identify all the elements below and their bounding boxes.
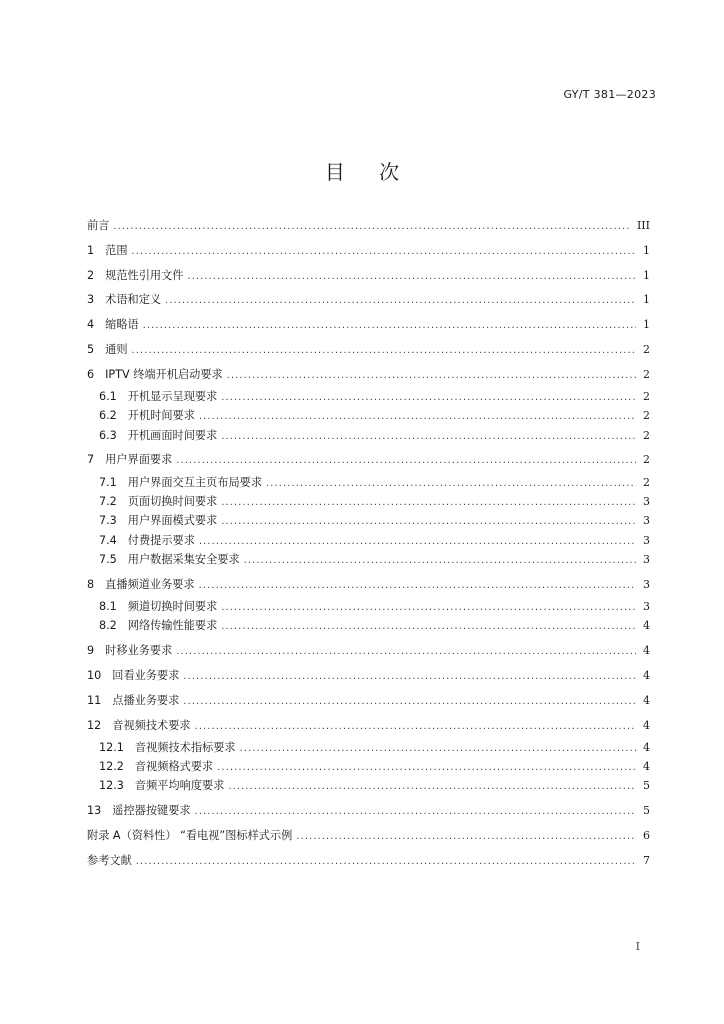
toc-entry-page: 2	[643, 475, 650, 489]
toc-entry-number: 12.1	[99, 740, 124, 754]
toc-entry-page: 1	[643, 268, 650, 282]
toc-entry-title: IPTV 终端开机启动要求	[105, 367, 223, 381]
toc-entry-page: 2	[643, 342, 650, 356]
toc-entry[interactable]	[87, 266, 650, 285]
toc-entry-page: 6	[643, 829, 650, 843]
toc-entry-page: 4	[643, 619, 650, 633]
toc-leader-dots	[240, 739, 636, 758]
toc-leader-dots	[221, 617, 636, 636]
toc-entry-page: 5	[643, 804, 650, 818]
toc-entry-number: 8.1	[99, 600, 117, 614]
toc-entry-page: 1	[643, 318, 650, 332]
toc-entry[interactable]	[87, 511, 650, 530]
toc-leader-dots	[143, 316, 636, 335]
toc-entry-number: 8.2	[99, 619, 117, 633]
toc-entry-title: 音视频技术要求	[112, 718, 191, 732]
toc-entry-title: 回看业务要求	[112, 668, 180, 682]
toc-leader-dots	[195, 802, 636, 821]
toc-entry[interactable]	[87, 776, 650, 795]
toc-entry-title: 开机显示呈现要求	[127, 390, 218, 404]
toc-entry[interactable]	[87, 826, 650, 845]
toc-entry[interactable]	[87, 365, 650, 384]
toc-entry-number: 7.3	[99, 514, 117, 528]
toc-entry-title: 点播业务要求	[112, 693, 180, 707]
toc-leader-dots	[183, 692, 636, 711]
toc-entry-title: 缩略语	[105, 318, 139, 332]
toc-entry-page: 4	[643, 740, 650, 754]
toc-entry[interactable]	[87, 315, 650, 334]
toc-entry[interactable]	[87, 616, 650, 635]
table-of-contents	[87, 216, 650, 870]
page-number: I	[635, 940, 640, 953]
toc-entry-number: 4	[87, 318, 95, 332]
toc-entry-number: 10	[87, 668, 102, 682]
toc-leader-dots	[266, 474, 636, 493]
toc-entry-page: 3	[643, 533, 650, 547]
toc-leader-dots	[199, 532, 636, 551]
toc-entry-number: 7.1	[99, 475, 117, 489]
toc-entry-number: 1	[87, 243, 95, 257]
toc-entry-title: 遥控器按键要求	[112, 804, 191, 818]
toc-entry[interactable]	[87, 216, 650, 235]
toc-entry[interactable]	[87, 290, 650, 309]
toc-leader-dots	[221, 427, 636, 446]
toc-leader-dots	[132, 341, 636, 360]
toc-entry-title: 页面切换时间要求	[127, 495, 218, 509]
toc-entry-title: 术语和定义	[105, 293, 162, 307]
toc-leader-dots	[244, 551, 636, 570]
toc-leader-dots	[296, 827, 636, 846]
toc-entry-number: 12	[87, 718, 102, 732]
toc-entry-number: 6.2	[99, 409, 117, 423]
toc-entry-page: 4	[643, 693, 650, 707]
toc-entry-title: 频道切换时间要求	[127, 600, 218, 614]
toc-entry[interactable]	[87, 738, 650, 757]
toc-entry-number: 11	[87, 693, 102, 707]
toc-entry-number: 6.1	[99, 390, 117, 404]
toc-entry-number: 6	[87, 367, 95, 381]
toc-entry-page: 7	[643, 853, 650, 867]
toc-entry-number: 9	[87, 644, 95, 658]
toc-leader-dots	[165, 291, 636, 310]
toc-entry-title: 通则	[105, 342, 128, 356]
toc-entry-number: 8	[87, 577, 95, 591]
toc-entry-number: 6.3	[99, 428, 117, 442]
toc-entry-title: 用户界面要求	[105, 453, 173, 467]
toc-leader-dots	[176, 642, 636, 661]
toc-entry[interactable]	[87, 531, 650, 550]
toc-leader-dots	[199, 407, 636, 426]
toc-entry[interactable]	[87, 340, 650, 359]
toc-entry-page: 4	[643, 718, 650, 732]
toc-entry-title: 范围	[105, 243, 128, 257]
toc-entry-title: 付费提示要求	[127, 533, 195, 547]
toc-entry[interactable]	[87, 757, 650, 776]
toc-entry-number: 13	[87, 804, 102, 818]
toc-entry[interactable]	[87, 801, 650, 820]
toc-entry-number: 2	[87, 268, 95, 282]
toc-entry-title: 开机画面时间要求	[127, 428, 218, 442]
toc-entry[interactable]	[87, 666, 650, 685]
toc-entry-page: 2	[643, 453, 650, 467]
toc-entry-page: 3	[643, 577, 650, 591]
toc-leader-dots	[228, 777, 636, 796]
toc-entry-title: 参考文献	[87, 853, 132, 867]
toc-entry-number: 12.2	[99, 760, 124, 774]
toc-entry-number: 12.3	[99, 779, 124, 793]
toc-entry-page: 1	[643, 293, 650, 307]
toc-entry-title: 附录 A（资料性） “看电视”图标样式示例	[87, 829, 293, 843]
toc-leader-dots	[183, 667, 636, 686]
toc-entry[interactable]	[87, 473, 650, 492]
toc-entry[interactable]	[87, 597, 650, 616]
toc-entry-number: 7.4	[99, 533, 117, 547]
toc-entry-page: 2	[643, 367, 650, 381]
toc-entry-page: 3	[643, 600, 650, 614]
toc-entry-page: 4	[643, 760, 650, 774]
toc-entry[interactable]	[87, 450, 650, 469]
toc-entry-page: III	[636, 219, 650, 232]
toc-leader-dots	[221, 512, 636, 531]
toc-leader-dots	[221, 598, 636, 617]
toc-entry[interactable]	[87, 426, 650, 445]
toc-entry-title: 音视频技术指标要求	[134, 740, 236, 754]
toc-entry-number: 7.5	[99, 552, 117, 566]
toc-entry-page: 2	[643, 409, 650, 423]
toc-entry[interactable]	[87, 716, 650, 735]
toc-leader-dots	[221, 493, 636, 512]
toc-entry-page: 1	[643, 243, 650, 257]
toc-entry[interactable]	[87, 241, 650, 260]
toc-entry-title: 时移业务要求	[105, 644, 173, 658]
toc-entry[interactable]	[87, 851, 650, 870]
toc-leader-dots	[195, 717, 636, 736]
toc-leader-dots	[176, 451, 636, 470]
toc-entry[interactable]	[87, 387, 650, 406]
toc-entry-title: 直播频道业务要求	[105, 577, 195, 591]
toc-entry-page: 3	[643, 514, 650, 528]
toc-entry-title: 网络传输性能要求	[127, 619, 218, 633]
toc-entry-number: 7.2	[99, 495, 117, 509]
toc-entry-page: 3	[643, 552, 650, 566]
toc-entry-title: 开机时间要求	[127, 409, 195, 423]
toc-entry[interactable]	[87, 492, 650, 511]
toc-entry[interactable]	[87, 691, 650, 710]
toc-leader-dots	[199, 576, 636, 595]
toc-leader-dots	[136, 852, 636, 871]
toc-entry-page: 2	[643, 390, 650, 404]
toc-entry-title: 音频平均响度要求	[134, 779, 225, 793]
toc-entry-title: 用户数据采集安全要求	[127, 552, 240, 566]
standard-code: GY/T 381—2023	[563, 88, 656, 101]
toc-entry[interactable]	[87, 550, 650, 569]
toc-entry-number: 3	[87, 293, 95, 307]
toc-entry[interactable]	[87, 406, 650, 425]
toc-entry-title: 音视频格式要求	[134, 760, 214, 774]
toc-entry-title: 规范性引用文件	[105, 268, 184, 282]
toc-entry-page: 4	[643, 644, 650, 658]
page-title: 目 次	[324, 160, 414, 184]
toc-leader-dots	[113, 217, 631, 236]
toc-entry-page: 2	[643, 428, 650, 442]
toc-leader-dots	[132, 242, 636, 261]
toc-entry-title: 用户界面交互主页布局要求	[127, 475, 263, 489]
toc-leader-dots	[221, 388, 636, 407]
toc-leader-dots	[227, 366, 636, 385]
toc-leader-dots	[217, 758, 636, 777]
toc-entry-page: 4	[643, 668, 650, 682]
toc-entry-page: 5	[643, 779, 650, 793]
toc-entry-number: 5	[87, 342, 95, 356]
toc-entry-title: 前言	[87, 219, 110, 232]
toc-entry-title: 用户界面模式要求	[127, 514, 218, 528]
toc-entry-number: 7	[87, 453, 95, 467]
toc-leader-dots	[187, 267, 636, 286]
toc-entry-page: 3	[643, 495, 650, 509]
toc-entry[interactable]	[87, 641, 650, 660]
toc-entry[interactable]	[87, 575, 650, 594]
